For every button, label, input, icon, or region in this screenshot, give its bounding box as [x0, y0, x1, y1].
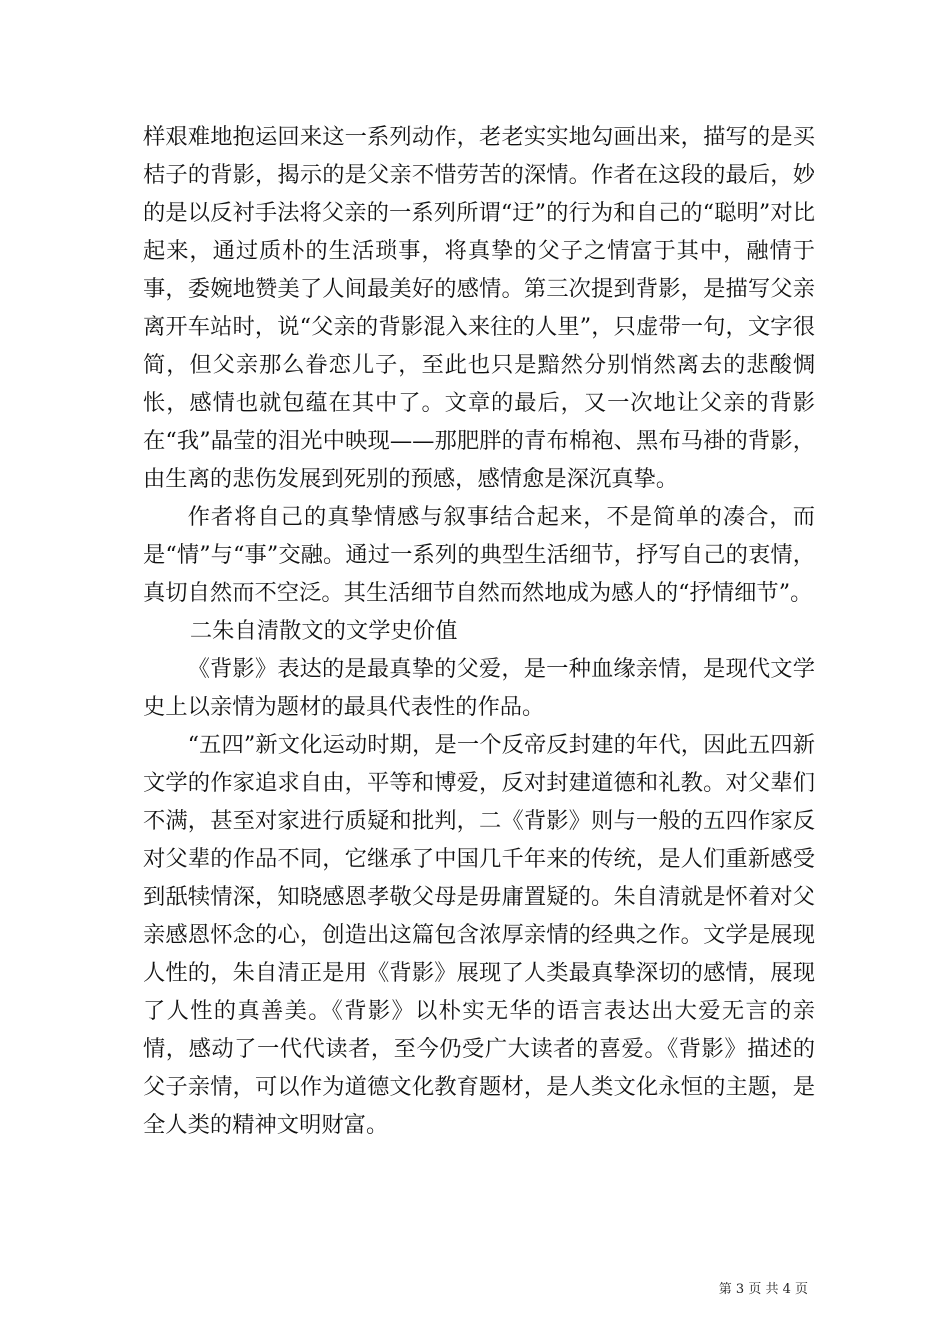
- paragraph-emotion-narrative: 作者将自己的真挚情感与叙事结合起来，不是简单的凑合，而是“情”与“事”交融。通过一系列的典型生活细节，抒写自己的衷情，真切自然而不空泛。其生活细节自然而然地成为感人的“抒情细节”。: [143, 504, 815, 606]
- document-body: [143, 118, 815, 1144]
- paragraph-continued: 样艰难地抱运回来这一系列动作，老老实实地勾画出来，描写的是买桔子的背影，揭示的是父亲不惜劳苦的深情。作者在这段的最后，妙的是以反衬手法将父亲的一系列所谓“迂”的行为和自己的“聪明”对比起来，通过质朴的生活琐事，将真挚的父子之情富于其中，融情于事，委婉地赞美了人间最美好的感情。第三次提到背影，是描写父亲离开车站时，说“父亲的背影混入来往的人里”，只虚带一句，文字很简，但父亲那么眷恋儿子，至此也只是黯然分别悄然离去的悲酸惆怅，感情也就包蕴在其中了。文章的最后，又一次地让父亲的背影在“我”晶莹的泪光中映现——那肥胖的青布棉袍、黑布马褂的背影，由生离的悲伤发展到死别的预感，感情愈是深沉真挚。: [143, 124, 815, 492]
- paragraph-may-fourth: “五四”新文化运动时期，是一个反帝反封建的年代，因此五四新文学的作家追求自由，平等和博爱，反对封建道德和礼教。对父辈们不满，甚至对家进行质疑和批判，二《背影》则与一般的五四作家反对父辈的作品不同，它继承了中国几千年来的传统，是人们重新感受到舐犊情深，知晓感恩孝敬父母是毋庸置疑的。朱自清就是怀着对父亲感恩怀念的心，创造出这篇包含浓厚亲情的经典之作。文学是展现人性的，朱自清正是用《背影》展现了人类最真挚深切的感情，展现了人性的真善美。《背影》以朴实无华的语言表达出大爱无言的亲情，感动了一代代读者，至今仍受广大读者的喜爱。《背影》描述的父子亲情，可以作为道德文化教育题材，是人类文化永恒的主题，是全人类的精神文明财富。: [143, 732, 815, 1138]
- page-number-footer: 第 3 页 共 4 页: [718, 1282, 808, 1297]
- section-heading: 二朱自清散文的文学史价值: [189, 618, 458, 644]
- paragraph-fatherly-love: 《背影》表达的是最真挚的父爱，是一种血缘亲情，是现代文学史上以亲情为题材的最具代表性的作品。: [143, 656, 815, 720]
